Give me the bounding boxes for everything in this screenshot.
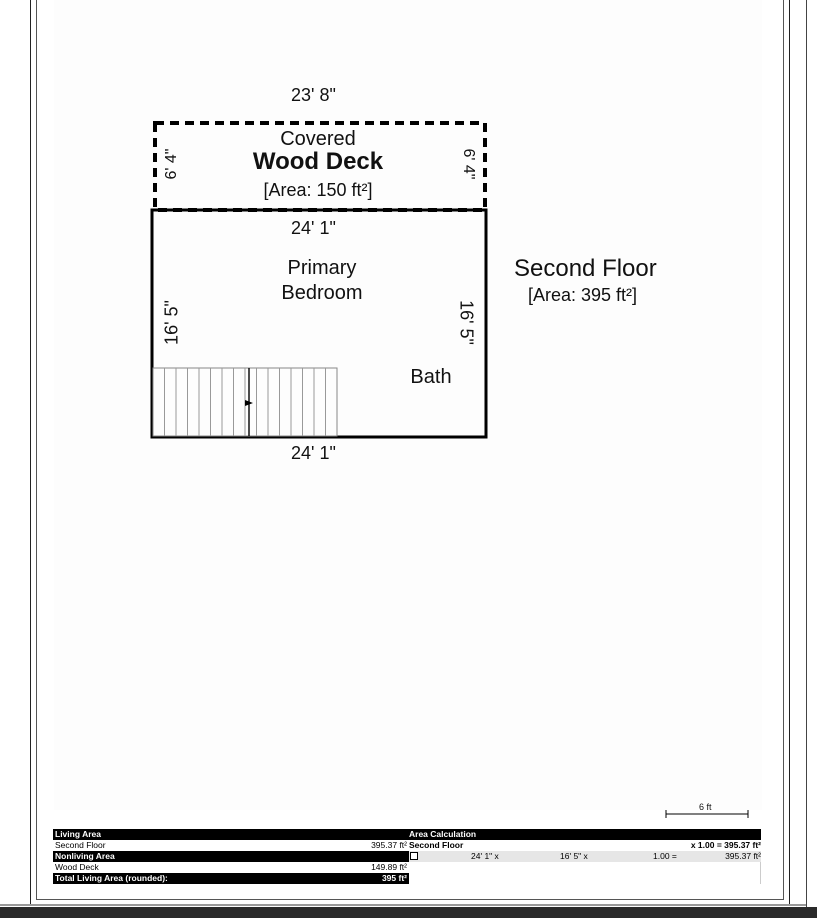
area-calculation-header: Area Calculation — [409, 829, 761, 840]
nonliving-area-header: Nonliving Area — [53, 851, 409, 862]
deck-label-covered: Covered — [280, 128, 356, 150]
deck-left-dimension: 6' 4" — [163, 148, 180, 180]
living-area-header: Living Area — [53, 829, 409, 840]
room-primary-label: Primary — [287, 257, 357, 279]
bedroom-right-dimension: 16' 5" — [456, 300, 477, 345]
nonliving-area-row: Wood Deck 149.89 ft² — [55, 862, 407, 872]
deck-area: [Area: 150 ft²] — [263, 180, 373, 200]
deck-top-dimension: 23' 8" — [291, 85, 336, 105]
area-calculation-name-row: Second Floor x 1.00 = 395.37 ft² — [409, 840, 761, 850]
floor-area: [Area: 395 ft²] — [528, 285, 638, 305]
bedroom-left-dimension: 16' 5" — [161, 300, 182, 345]
staircase — [153, 368, 337, 436]
living-area-row: Second Floor 395.37 ft² — [55, 840, 407, 850]
room-bedroom-label: Bedroom — [281, 282, 363, 304]
second-floor-walls — [152, 210, 486, 437]
floor-title: Second Floor — [514, 255, 657, 282]
calc-shape-icon — [410, 852, 418, 860]
scale-label: 6 ft — [699, 802, 712, 812]
deck-label-wood-deck: Wood Deck — [252, 148, 384, 175]
bedroom-top-dimension: 24' 1" — [291, 218, 336, 238]
bedroom-bottom-dimension: 24' 1" — [291, 443, 336, 463]
area-calculation-empty-row — [409, 862, 761, 884]
total-living-area-row: Total Living Area (rounded): 395 ft² — [55, 873, 407, 883]
room-bath-label: Bath — [410, 366, 452, 388]
area-calculation-detail-row: 24' 1" x 16' 5" x 1.00 = 395.37 ft² — [409, 851, 761, 862]
deck-right-dimension: 6' 4" — [460, 148, 477, 180]
area-summary-table — [53, 829, 761, 885]
